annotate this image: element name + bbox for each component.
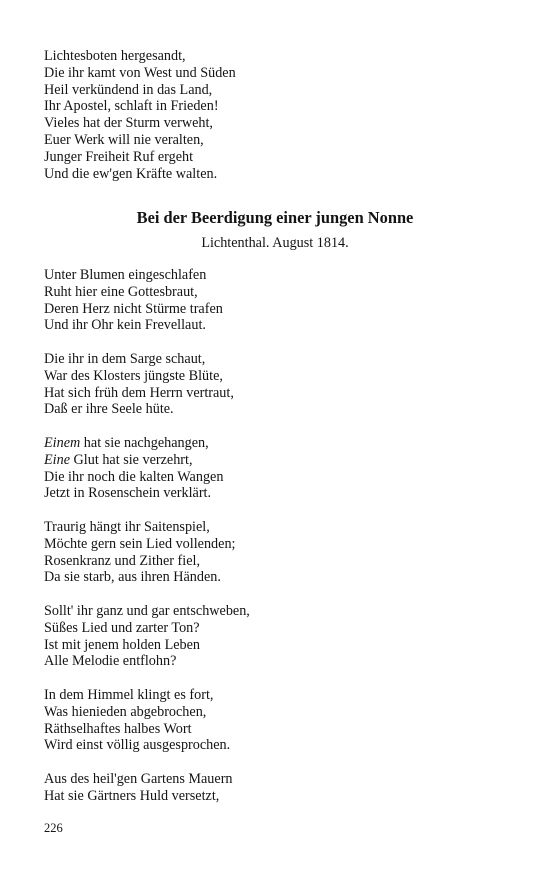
verse-text: Glut hat sie verzehrt, xyxy=(70,451,193,468)
verse-line xyxy=(44,351,514,368)
emphasized-word: Eine xyxy=(44,451,70,468)
verse-text: Die ihr in dem Sarge schaut, xyxy=(44,351,206,367)
verse-line xyxy=(44,519,514,536)
verse-text: Was hienieden abgebrochen, xyxy=(44,703,207,720)
verse-line xyxy=(44,317,514,334)
verse-text: Unter Blumen eingeschlafen xyxy=(44,267,207,283)
verse-line: Heil verkündend in das Land, xyxy=(44,81,213,98)
verse-line: Ihr Apostel, schlaft in Frieden! xyxy=(44,98,219,115)
emphasized-word: Einem xyxy=(44,435,81,451)
verse-text: Die ihr noch die kalten Wangen xyxy=(44,468,224,485)
verse-line xyxy=(44,569,514,586)
stanza xyxy=(44,519,514,586)
verse-text: Ruht hier eine Gottesbraut, xyxy=(44,283,198,300)
verse-line xyxy=(44,469,514,486)
verse-line xyxy=(44,536,514,553)
stanza xyxy=(44,771,514,805)
poem-subtitle: Lichtenthal. August 1814. xyxy=(201,235,349,251)
verse-line xyxy=(44,368,514,385)
verse-line xyxy=(44,771,514,788)
verse-line xyxy=(44,284,514,301)
verse-line xyxy=(44,653,514,670)
verse-line: Junger Freiheit Ruf ergeht xyxy=(44,148,194,165)
verse-line xyxy=(44,788,514,805)
verse-line xyxy=(44,435,514,452)
verse-text: Süßes Lied und zarter Ton? xyxy=(44,619,200,636)
verse-line xyxy=(44,637,514,654)
verse-text: Und ihr Ohr kein Frevellaut. xyxy=(44,317,206,334)
verse-text: Alle Melodie entflohn? xyxy=(44,653,177,670)
verse-line xyxy=(44,401,514,418)
poem-title: Bei der Beerdigung einer jungen Nonne xyxy=(136,208,414,227)
verse-text: In dem Himmel klingt es fort, xyxy=(44,687,214,703)
continued-stanza xyxy=(44,48,514,182)
verse-text: Wird einst völlig ausgesprochen. xyxy=(44,737,231,754)
verse-line xyxy=(44,553,514,570)
stanza xyxy=(44,603,514,670)
verse-line: Vieles hat der Sturm verweht, xyxy=(44,115,213,132)
verse-text: Räthselhaftes halbes Wort xyxy=(44,720,192,737)
verse-line: Lichtesboten hergesandt, xyxy=(44,48,186,64)
verse-text: Traurig hängt ihr Saitenspiel, xyxy=(44,519,210,535)
verse-line xyxy=(44,603,514,620)
verse-text: Hat sie Gärtners Huld versetzt, xyxy=(44,787,220,804)
verse-text: Jetzt in Rosenschein verklärt. xyxy=(44,485,212,502)
verse-text: Rosenkranz und Zither fiel, xyxy=(44,552,201,569)
verse-line xyxy=(44,620,514,637)
verse-text: Daß er ihre Seele hüte. xyxy=(44,401,174,418)
verse-line xyxy=(44,385,514,402)
verse-line xyxy=(44,452,514,469)
verse-line xyxy=(44,267,514,284)
verse-line: Und die ew'gen Kräfte walten. xyxy=(44,165,218,182)
verse-line xyxy=(44,687,514,704)
stanza xyxy=(44,435,514,502)
verse-text: War des Klosters jüngste Blüte, xyxy=(44,367,223,384)
verse-text: Sollt' ihr ganz und gar entschweben, xyxy=(44,603,250,619)
verse-text: Hat sich früh dem Herrn vertraut, xyxy=(44,384,234,401)
verse-text: Da sie starb, aus ihren Händen. xyxy=(44,569,221,586)
verse-text: Ist mit jenem holden Leben xyxy=(44,636,201,653)
stanza xyxy=(44,267,514,334)
verse-line: Die ihr kamt von West und Süden xyxy=(44,64,236,81)
verse-line xyxy=(44,737,514,754)
verse-text: Deren Herz nicht Stürme trafen xyxy=(44,300,223,317)
verse-text: hat sie nachgehangen, xyxy=(80,435,209,451)
verse-text: Aus des heil'gen Gartens Mauern xyxy=(44,771,233,787)
stanza xyxy=(44,351,514,418)
verse-line xyxy=(44,704,514,721)
verse-line: Euer Werk will nie veralten, xyxy=(44,131,204,148)
page-number: 226 xyxy=(44,821,63,835)
verse-text: Möchte gern sein Lied vollenden; xyxy=(44,535,236,552)
verse-line xyxy=(44,485,514,502)
verse-line xyxy=(44,721,514,738)
verse-line xyxy=(44,301,514,318)
stanza xyxy=(44,687,514,754)
